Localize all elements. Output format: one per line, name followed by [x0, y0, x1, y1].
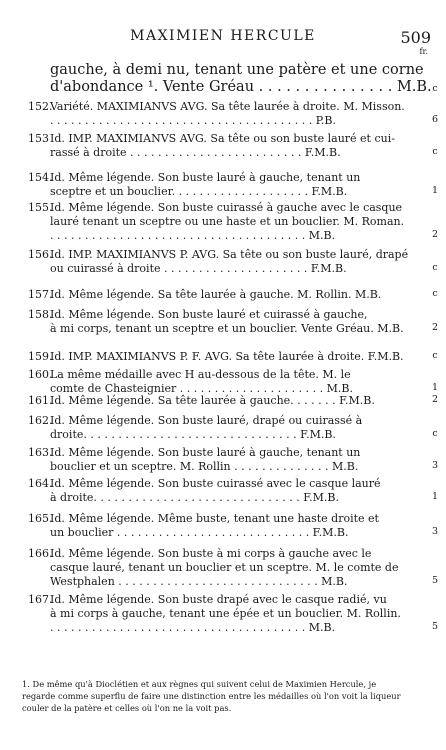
entry-line: gauche, à demi nu, tenant une patère et une corne	[50, 62, 424, 78]
rarity-value: c	[432, 288, 438, 299]
entry-text: Id. IMP. MAXIMIANVS AVG. Sa tête ou son buste lauré et cui-	[50, 132, 395, 145]
entry-line	[28, 248, 430, 262]
entry-line	[28, 171, 430, 185]
entry-number: 160.	[28, 368, 53, 381]
entry-number: 164.	[28, 477, 53, 490]
entry-line	[50, 460, 430, 474]
rarity-value: 2	[431, 322, 439, 333]
catalog-entry	[28, 350, 430, 364]
entry-text: Id. IMP. MAXIMIANVS P. F. AVG. Sa tête laurée à droite. F.M.B.	[50, 350, 404, 363]
entry-text: sceptre et un bouclier. . . . . . . . . . . . . . . . . . . . F.M.B.	[50, 185, 348, 198]
entry-number: 154.	[28, 171, 53, 184]
entry-line	[28, 308, 430, 322]
entry-number: 157.	[28, 288, 53, 301]
entry-number: 158.	[28, 308, 53, 321]
entry-text: Id. Même légende. Même buste, tenant une haste droite et	[50, 512, 379, 525]
entry-text: droite. . . . . . . . . . . . . . . . . . . . . . . . . . . . . . . F.M.B.	[50, 428, 336, 441]
entry-text: Westphalen . . . . . . . . . . . . . . . . . . . . . . . . . . . . . M.B.	[50, 575, 348, 588]
entry-text: Id. Même légende. Sa tête laurée à gauche. M. Rollin. M.B.	[50, 288, 382, 301]
entry-text: Id. Même légende. Son buste lauré et cuirassé à gauche,	[50, 308, 368, 321]
entry-number: 165.	[28, 512, 53, 525]
entry-text: Id. IMP. MAXIMIANVS P. AVG. Sa tête ou son buste lauré, drapé	[50, 248, 409, 261]
rarity-value: 6	[431, 114, 439, 125]
entry-line	[28, 394, 430, 408]
entry-line	[28, 414, 430, 428]
entry-text: bouclier et un sceptre. M. Rollin . . . . . . . . . . . . . . M.B.	[50, 460, 359, 473]
entry-text: rassé à droite . . . . . . . . . . . . . . . . . . . . . . . . . F.M.B.	[50, 146, 341, 159]
entry-text: La même médaille avec H au-dessous de la tête. M. le	[50, 368, 351, 381]
rarity-value: 2	[431, 229, 439, 240]
catalog-entry	[28, 308, 430, 336]
catalog-entry	[28, 201, 430, 243]
entry-text: à droite. . . . . . . . . . . . . . . . . . . . . . . . . . . . . . F.M.B.	[50, 491, 339, 504]
entry-line	[50, 262, 430, 276]
entry-text: . . . . . . . . . . . . . . . . . . . . . . . . . . . . . . . . . . . . . M.B.	[50, 621, 336, 634]
entry-line	[50, 575, 430, 589]
entry-text: . . . . . . . . . . . . . . . . . . . . . . . . . . . . . . . . . . . . . . P.B.	[50, 114, 336, 127]
footnote-line: 1. De même qu'à Dioclétien et aux règnes qui suivent celui de Maximien Hercule, je	[22, 679, 377, 689]
catalog-entry	[28, 547, 430, 589]
entry-line	[28, 132, 430, 146]
entry-line	[50, 607, 430, 621]
rarity-value: 2	[431, 394, 439, 405]
rarity-column-label: fr.	[419, 47, 428, 56]
entry-line	[28, 593, 430, 607]
entry-number: 159.	[28, 350, 53, 363]
entry-text: casque lauré, tenant un bouclier et un sceptre. M. le comte de	[50, 561, 399, 574]
rarity-value: 1	[431, 382, 439, 393]
entry-text: ou cuirassé à droite . . . . . . . . . . . . . . . . . . . . . F.M.B.	[50, 262, 347, 275]
entry-number: 163.	[28, 446, 53, 459]
rarity-value: c	[432, 262, 438, 273]
entry-line	[50, 428, 430, 442]
entry-line	[50, 621, 430, 635]
entry-number: 152.	[28, 100, 53, 113]
rarity-value: 1	[431, 185, 439, 196]
entry-line	[28, 512, 430, 526]
entry-line	[28, 547, 430, 561]
entry-line	[28, 288, 430, 302]
rarity-value: 1	[431, 491, 439, 502]
entry-line	[50, 491, 430, 505]
running-title: MAXIMIEN HERCULE	[130, 28, 316, 44]
entry-text: Id. Même légende. Son buste à mi corps à gauche avec le	[50, 547, 372, 560]
catalog-entry	[28, 132, 430, 160]
entry-line: d'abondance ¹. Vente Gréau . . . . . . . . . . . . . . . M.B.	[50, 79, 432, 95]
catalog-entry	[28, 288, 430, 302]
entry-number: 155.	[28, 201, 53, 214]
catalog-entry	[28, 394, 430, 408]
page-number: 509	[400, 28, 431, 47]
catalog-entry	[28, 512, 430, 540]
entry-line	[28, 477, 430, 491]
rarity-value: c	[432, 146, 438, 157]
entry-number: 166.	[28, 547, 53, 560]
entry-text: Id. Même légende. Son buste lauré à gauche, tenant un	[50, 171, 361, 184]
catalog-entry	[28, 248, 430, 276]
entry-text: comte de Chasteignier . . . . . . . . . . . . . . . . . . . . . M.B.	[50, 382, 353, 395]
entry-text: . . . . . . . . . . . . . . . . . . . . . . . . . . . . . . . . . . . . . M.B.	[50, 229, 336, 242]
catalog-entry	[28, 171, 430, 199]
entry-text: Id. Même légende. Sa tête laurée à gauche. . . . . . . F.M.B.	[50, 394, 375, 407]
entry-line	[28, 446, 430, 460]
entry-line	[28, 368, 430, 382]
catalog-entry	[28, 414, 430, 442]
footnote	[22, 678, 430, 714]
entry-text: Id. Même légende. Son buste cuirassé avec le casque lauré	[50, 477, 381, 490]
footnote-line: regarde comme superflu de faire une distinction entre les médailles où l'on voit la liqueur	[22, 691, 401, 701]
entry-line	[28, 350, 430, 364]
entry-continuation	[50, 62, 430, 96]
page-header	[0, 28, 446, 56]
entry-line	[50, 185, 430, 199]
footnote-line: couler de la patère et celles où l'on ne la voit pas.	[22, 703, 232, 713]
footnote-rule	[22, 662, 426, 663]
catalog-entry	[28, 446, 430, 474]
entry-number: 167.	[28, 593, 53, 606]
entry-number: 156.	[28, 248, 53, 261]
entry-line	[50, 146, 430, 160]
rarity-value: 3	[431, 526, 439, 537]
entry-line	[28, 201, 430, 215]
entry-line	[50, 322, 430, 336]
entry-text: Id. Même légende. Son buste drapé avec le casque radié, vu	[50, 593, 387, 606]
entry-line	[28, 100, 430, 114]
entry-text: à mi corps à gauche, tenant une épée et un bouclier. M. Rollin.	[50, 607, 401, 620]
entry-text: Variété. MAXIMIANVS AVG. Sa tête laurée à droite. M. Misson.	[50, 100, 405, 113]
rarity-value: 3	[431, 460, 439, 471]
entry-text: Id. Même légende. Son buste lauré, drapé ou cuirassé à	[50, 414, 363, 427]
entry-line	[50, 526, 430, 540]
entry-line	[50, 229, 430, 243]
rarity-value: 5	[431, 621, 439, 632]
rarity-value: c	[432, 83, 438, 94]
entry-line	[50, 114, 430, 128]
entry-text: lauré tenant un sceptre ou une haste et un bouclier. M. Roman.	[50, 215, 405, 228]
entry-line	[50, 561, 430, 575]
entry-number: 161.	[28, 394, 53, 407]
entry-text: Id. Même légende. Son buste cuirassé à gauche avec le casque	[50, 201, 403, 214]
entry-text: un bouclier . . . . . . . . . . . . . . . . . . . . . . . . . . . . F.M.B.	[50, 526, 349, 539]
catalog-entry	[28, 477, 430, 505]
entry-number: 162.	[28, 414, 53, 427]
entry-text: Id. Même légende. Son buste lauré à gauche, tenant un	[50, 446, 361, 459]
entry-text: à mi corps, tenant un sceptre et un bouclier. Vente Gréau. M.B.	[50, 322, 404, 335]
catalog-entry	[28, 593, 430, 635]
catalog-entry	[28, 100, 430, 128]
entry-number: 153	[28, 132, 49, 145]
entry-line	[50, 215, 430, 229]
rarity-value: 5	[431, 575, 439, 586]
catalog-entry	[28, 368, 430, 396]
rarity-value: c	[432, 350, 438, 361]
rarity-value: c	[432, 428, 438, 439]
